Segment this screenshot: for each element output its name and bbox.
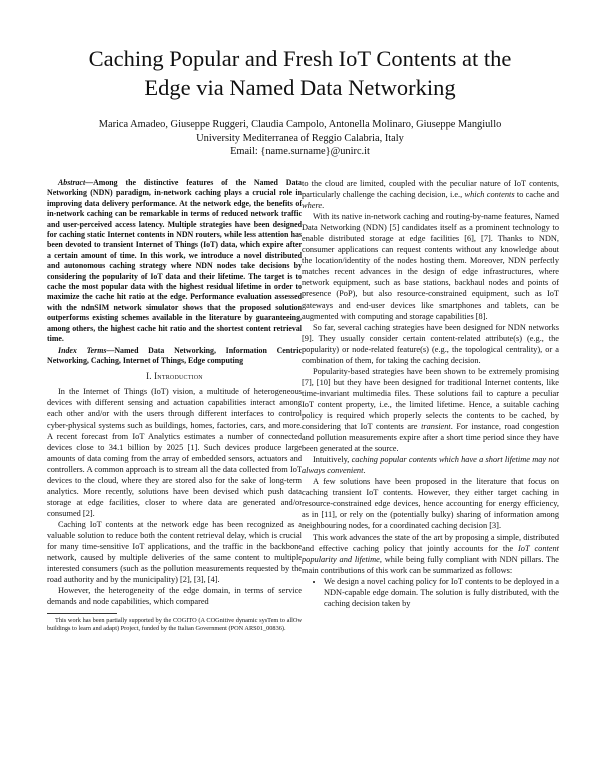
right-paragraph-2: With its native in-network caching and routing-by-name features, Named Data Networking (NDN) [5] candidates itself as a prominent technology to enable distributed storage at edge facilities [6], [7]. Thanks to NDN, consumer applications can request contents without any knowledge about the location/identity of the nodes hosting them. Moreover, NDN perfectly matches recent advances in the design of edge infrastructures, where network equipment, such as base stations, backhaul nodes and points of presence (PoP), but also resource-constrained equipment, such as IoT gateways and end-user devices like smartphones and tablets, can be augmented with computing and storage capabilities [8]. (302, 212, 559, 321)
author-names: Marica Amadeo, Giuseppe Ruggeri, Claudia Campolo, Antonella Molinaro, Giuseppe Mangiullo (98, 119, 502, 130)
text-span: Intuitively, (313, 455, 352, 465)
text-span: to cache and (514, 190, 560, 200)
title-line-1: Caching Popular and Fresh IoT Contents at the (88, 46, 512, 71)
section-title: Introduction (154, 371, 203, 382)
footnote-divider (47, 613, 117, 614)
right-column (302, 178, 559, 609)
right-paragraph-5 (302, 454, 559, 476)
text-span: . For instance, road congestion and pollution measurements expire after a short time period since they have been generated at the source. (302, 422, 559, 454)
emphasis-transient: transient (421, 422, 451, 432)
text-span: Popularity-based strategies have been shown to be extremely promising [7], [10] but they have been designed for traditional Internet contents, like time-invariant multimedia files. These solutions fail to capture a peculiar IoT content property, i.e., the limited lifetime. Hence, a suitable caching policy is required which properly selects the contents to be cached, by considering that IoT contents are (302, 366, 559, 432)
author-affiliation: University Mediterranea of Reggio Calabria, Italy (196, 132, 404, 144)
text-span: . (363, 466, 366, 476)
emphasis-where: where (302, 201, 323, 211)
left-column (47, 178, 302, 633)
funding-footnote: This work has been partially supported by the COGITO (A COGnitive dynamic sysTem to allOw buildings to learn and adapt) Project, funded by the Italian Government (PON ARS01_00836). (47, 617, 302, 633)
section-number: I. (146, 371, 152, 382)
intro-paragraph-2: Caching IoT contents at the network edge has been recognized as a valuable solution to reduce both the content retrieval delay, which is crucial for many time-sensitive IoT applications, and the traffic in the backbone network, caused by multiple deliveries of the same content to multiple interested consumers (such as the pollution measurements requested by the road authority and by the municipality) [2], [3], [4]. (47, 519, 302, 585)
right-paragraph-6: A few solutions have been proposed in the literature that focus on caching transient IoT contents. However, they either target caching in resource-constrained edge devices, hence accounting for energy efficiency, as in [11], or rely on the (potentially bulky) sharing of information among neighbouring nodes, for a coordinated caching decision [3]. (302, 477, 559, 531)
text-span: This work advances the state of the art by proposing a simple, distributed and effective caching policy that jointly accounts for the (302, 532, 559, 553)
right-paragraph-1 (302, 178, 559, 211)
emphasis-which-contents: which contents (464, 190, 515, 200)
index-terms (47, 346, 302, 367)
abstract-label: Abstract (58, 178, 86, 187)
intro-paragraph-1: In the Internet of Things (IoT) vision, a multitude of heterogeneous devices with different sensing and actuation capabilities interact among each other and/or with the users through different interfaces to control cyber-physical systems such as buildings, homes, factories, cars, and more. A recent forecast from IoT Analytics estimates a number of connected devices close to 34.1 billion by 2025 [1]. Such devices produce large amounts of data coming from the array of embedded sensors, actuators and controllers. A common approach is to stream all the data collected from IoT devices to the cloud, where they are stored also for the sake of long-term analytics. More recently, solutions have been devised which push data storage at edge facilities, closer to where data are generated and/or consumed [2]. (47, 387, 302, 518)
text-span: . (322, 201, 325, 211)
intro-paragraph-3: However, the heterogeneity of the edge domain, in terms of service demands and node capabilities, which compared (47, 586, 302, 607)
right-paragraph-4 (302, 366, 559, 454)
contributions-list (302, 576, 559, 609)
contribution-item-1: • We design a novel caching policy for IoT contents to be deployed in a NDN-capable edge domain. The solution is fully distributed, with the caching decision taken by (324, 576, 559, 609)
paper-title (40, 44, 560, 102)
abstract (47, 178, 302, 345)
index-terms-label: Index Terms (58, 345, 107, 355)
text-span: , while being fully compliant with NDN pillars. The main contributions of this work can be summarized as follows: (302, 554, 559, 575)
title-line-2: Edge via Named Data Networking (144, 75, 456, 100)
emphasis-popularity-lifetime: IoT content popularity and lifetime (302, 543, 560, 564)
text-span: to the cloud are limited, coupled with the peculiar nature of IoT contents, particularly challenge the caching decision, i.e., (302, 179, 559, 200)
abstract-text: —Among the distinctive features of the Named Data Networking (NDN) paradigm, in-network caching plays a crucial role in improving data delivery performance. At the network edge, the benefits of in-network caching can be remarkable in terms of reduced network traffic and user-perceived access latency. Multiple strategies have been designed for caching static Internet contents in NDN routers, while less attention has been devoted to transient Internet of Things (IoT) data, which expire after a certain amount of time. In this work, we introduce a novel distributed and autonomous caching strategy where NDN nodes take decisions by considering the popularity of IoT data and their lifetime. The target is to cache the most popular data with the highest residual lifetime in order to maximize the cache hit ratio at the edge. Performance evaluation assessed with the ndnSIM network simulator shows that the proposed solution outperforms existing schemes available in the literature by guaranteeing, among others, the highest cache hit ratio and the shortest content retrieval time. (47, 178, 302, 344)
section-heading-introduction (47, 371, 302, 382)
index-terms-text: —Named Data Networking, Information Centric Networking, Caching, Internet of Things, Edge computing (47, 345, 303, 365)
emphasis-key-insight: caching popular contents which have a short lifetime may not always convenient (302, 455, 560, 476)
author-block (40, 118, 560, 159)
author-email: Email: {name.surname}@unirc.it (230, 146, 370, 158)
right-paragraph-7 (302, 532, 559, 576)
right-paragraph-3: So far, several caching strategies have been designed for NDN networks [9]. They usually consider certain content-related attribute(s) (e.g., the popularity) or node-related feature(s) (e.g., the topological centrality), or a combination of them, for taking the caching decision. (302, 322, 559, 365)
